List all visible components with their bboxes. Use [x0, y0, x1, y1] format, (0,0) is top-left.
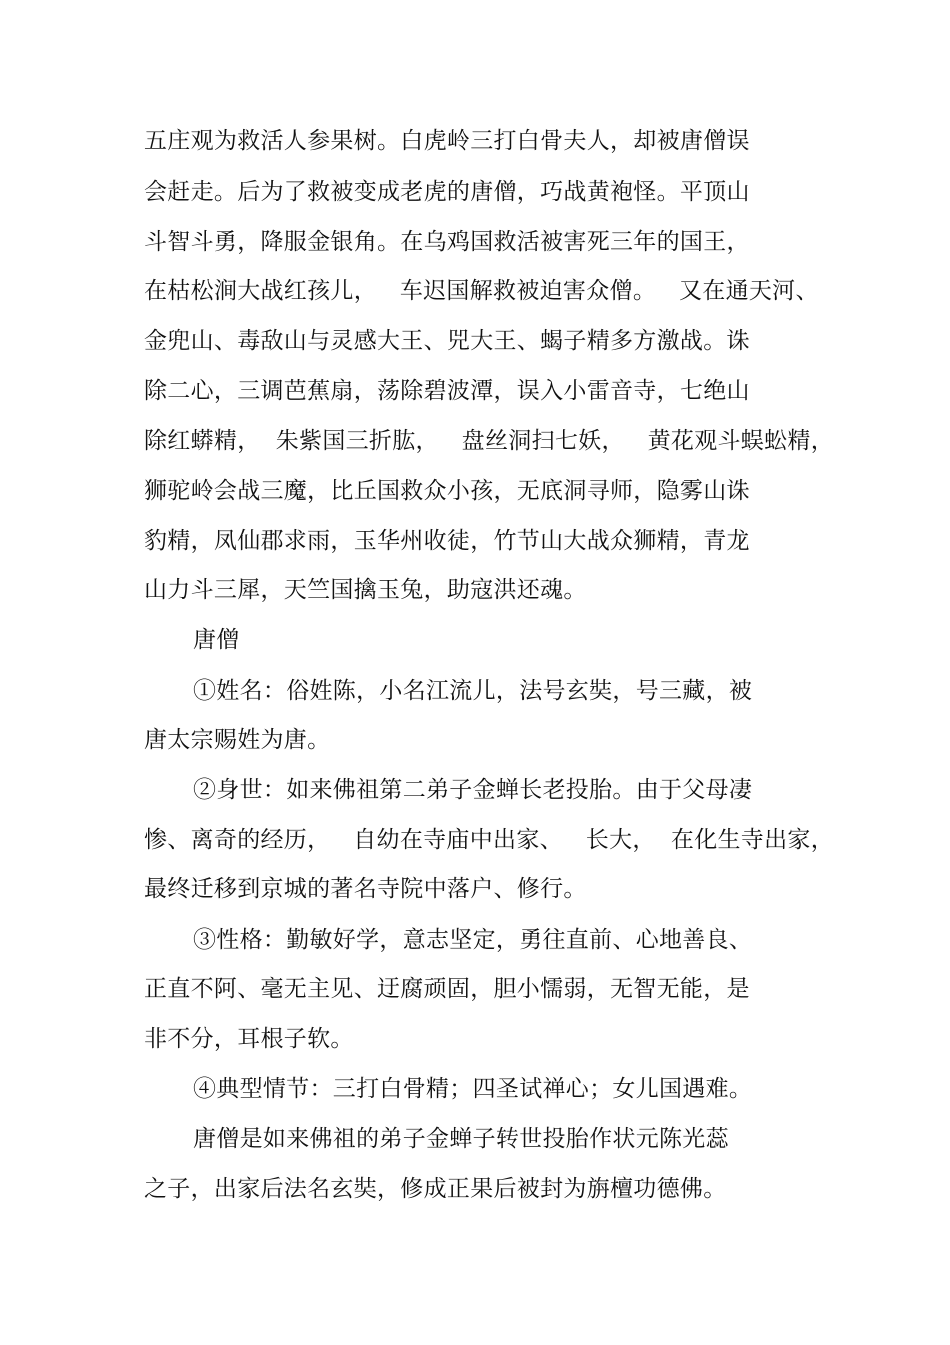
text-line: 金兜山、毒敌山与灵感大王、兕大王、蝎子精多方激战。诛 — [144, 328, 750, 354]
text-line: 惨、离奇的经历， 自幼在寺庙中出家、 长大， 在化生寺出家， — [144, 827, 834, 853]
text-line: 最终迁移到京城的著名寺院中落户、修行。 — [144, 876, 587, 902]
text-line: ②身世：如来佛祖第二弟子金蝉长老投胎。由于父母凄 — [193, 777, 753, 803]
section-heading: 唐僧 — [193, 627, 240, 653]
text-line: ①姓名：俗姓陈，小名江流儿，法号玄奘，号三藏，被 — [193, 678, 753, 704]
text-line: 豹精，凤仙郡求雨，玉华州收徒，竹节山大战众狮精，青龙 — [144, 528, 750, 554]
text-line: 在枯松涧大战红孩儿， 车迟国解救被迫害众僧。 又在通天河、 — [144, 278, 819, 304]
text-line: 狮驼岭会战三魔，比丘国救众小孩，无底洞寻师，隐雾山诛 — [144, 478, 750, 504]
text-line: 会赶走。后为了救被变成老虎的唐僧，巧战黄袍怪。平顶山 — [144, 179, 750, 205]
text-line: 斗智斗勇，降服金银角。在乌鸡国救活被害死三年的国王， — [144, 229, 750, 255]
text-line: 唐僧是如来佛祖的弟子金蝉子转世投胎作状元陈光蕊 — [193, 1126, 729, 1152]
text-line: 除红蟒精， 朱紫国三折肱， 盘丝洞扫七妖， 黄花观斗蜈蚣精， — [144, 428, 834, 454]
text-line: 正直不阿、毫无主见、迂腐顽固，胆小懦弱，无智无能，是 — [144, 976, 750, 1002]
text-line: 之子，出家后法名玄奘，修成正果后被封为旃檀功德佛。 — [144, 1176, 727, 1202]
text-line: ④典型情节：三打白骨精；四圣试禅心；女儿国遇难。 — [193, 1076, 753, 1102]
text-line: 非不分，耳根子软。 — [144, 1026, 354, 1052]
text-line: 山力斗三犀，天竺国擒玉兔，助寇洪还魂。 — [144, 577, 587, 603]
text-line: ③性格：勤敏好学，意志坚定，勇往直前、心地善良、 — [193, 927, 753, 953]
text-line: 除二心，三调芭蕉扇，荡除碧波潭，误入小雷音寺，七绝山 — [144, 378, 750, 404]
text-line: 唐太宗赐姓为唐。 — [144, 727, 331, 753]
text-line: 五庄观为救活人参果树。白虎岭三打白骨夫人，却被唐僧误 — [144, 128, 750, 154]
